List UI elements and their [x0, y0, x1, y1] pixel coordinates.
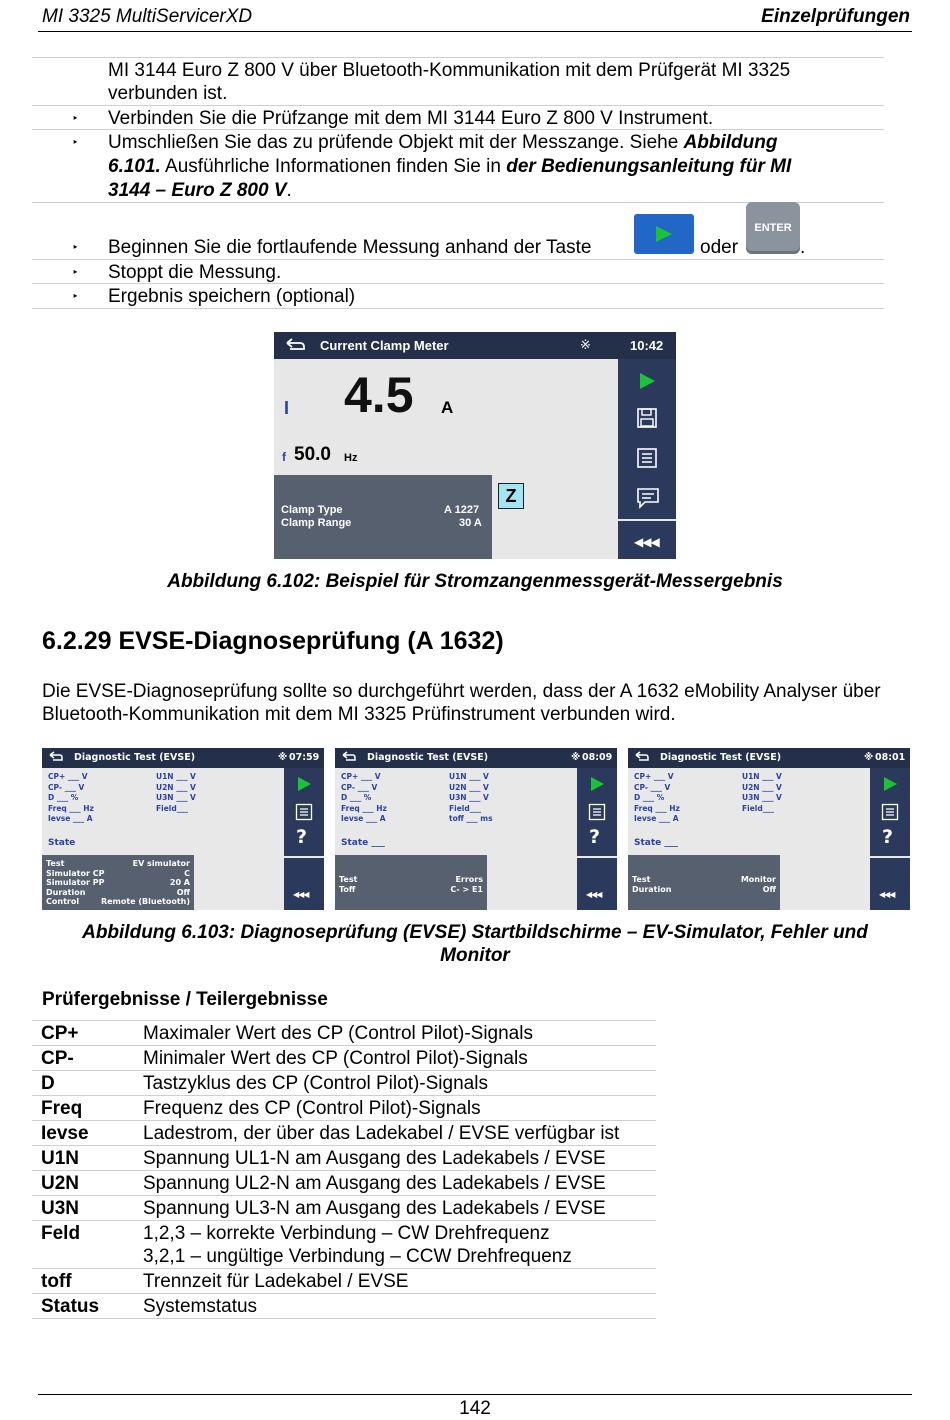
- clamp-type-value: A 1227: [444, 504, 480, 516]
- help-icon: ?: [296, 826, 308, 848]
- step-stop: Stoppt die Messung.: [108, 262, 282, 283]
- bluetooth-icon: ※: [580, 337, 591, 352]
- screen-clock: 10:42: [630, 338, 664, 353]
- screen-clock: 08:09: [582, 752, 613, 763]
- result-term: CP+: [41, 1023, 79, 1044]
- settings-panel: [335, 855, 487, 910]
- reading-right: U3N ___ V: [449, 793, 489, 802]
- clamp-type-label: Clamp Type: [281, 504, 343, 516]
- result-term: D: [41, 1073, 55, 1094]
- section-heading: 6.2.29 EVSE-Diagnoseprüfung (A 1632): [42, 627, 504, 655]
- step-enclose-line3: [108, 179, 292, 202]
- back-icon: [634, 751, 650, 763]
- result-row: [32, 1146, 656, 1171]
- result-term: U2N: [41, 1173, 80, 1194]
- oder-text: oder: [700, 237, 739, 258]
- back-arrows-icon: ◀◀◀: [634, 535, 659, 549]
- divider: [32, 57, 884, 58]
- reading-right: Field___: [156, 803, 188, 813]
- setting-value: Errors: [455, 875, 483, 884]
- reading-left: CP- ___ V: [634, 782, 671, 792]
- list-icon: [881, 803, 899, 821]
- state-readout: State ___: [341, 838, 385, 848]
- play-icon: [589, 776, 605, 792]
- clamp-range-label: Clamp Range: [281, 517, 352, 529]
- reading-right: U1N ___ V: [156, 772, 196, 781]
- header-manual-title: MI 3325 MultiServicerXD: [42, 6, 253, 27]
- reading-right: U3N ___ V: [156, 793, 196, 802]
- step-enclose-line2: [108, 155, 878, 178]
- results-table: [32, 1020, 656, 1319]
- step-connect: Verbinden Sie die Prüfzange mit dem MI 3144 Euro Z 800 V Instrument.: [108, 108, 714, 129]
- list-icon: [636, 447, 658, 469]
- sidebar-divider: [284, 856, 324, 858]
- screen-clock: 08:01: [875, 752, 906, 763]
- play-icon: [637, 371, 657, 391]
- setting-value: Remote (Bluetooth): [100, 897, 190, 906]
- setting-label: Test: [339, 875, 358, 884]
- sidebar-divider: [870, 856, 910, 858]
- current-unit: A: [441, 398, 454, 417]
- step-enclose-text: Umschließen Sie das zu prüfende Objekt mit der Messzange. Siehe: [108, 132, 684, 153]
- result-desc: [143, 1222, 656, 1268]
- setting-value: EV simulator: [132, 859, 190, 868]
- evse-screenshot: [628, 748, 910, 910]
- reading-left: Freq ___ Hz: [48, 803, 94, 813]
- reading-left: D ___ %: [634, 793, 665, 802]
- reading-right: U3N ___ V: [742, 793, 782, 802]
- result-row: [32, 1046, 656, 1071]
- figure-caption-line2: Monitor: [440, 945, 510, 966]
- result-row: [32, 1269, 656, 1294]
- reading-right: U2N ___ V: [156, 782, 196, 792]
- setting-label: Duration: [632, 884, 672, 894]
- play-icon: [296, 776, 312, 792]
- reading-right: U2N ___ V: [449, 782, 489, 792]
- setting-value: C: [184, 868, 190, 878]
- reading-left: Freq ___ Hz: [634, 803, 680, 813]
- play-icon: [634, 214, 694, 254]
- results-heading: Prüfergebnisse / Teilergebnisse: [42, 989, 328, 1010]
- result-row: [32, 1221, 656, 1269]
- result-desc: Tastzyklus des CP (Control Pilot)-Signals: [143, 1073, 488, 1094]
- setting-label: Control: [46, 897, 80, 906]
- section-paragraph: Die EVSE-Diagnoseprüfung sollte so durchgeführt werden, dass der A 1632 eMobility Analyser über Bluetooth-Kommunikation mit dem MI 3325 Prüfinstrument verbunden wird.: [42, 681, 881, 725]
- result-desc: Trennzeit für Ladekabel / EVSE: [143, 1271, 409, 1292]
- result-desc: Ladestrom, der über das Ladekabel / EVSE verfügbar ist: [143, 1123, 620, 1144]
- reading-left: CP+ ___ V: [634, 772, 674, 781]
- reading-right: U1N ___ V: [449, 772, 489, 781]
- header-chapter-title: Einzelprüfungen: [761, 6, 910, 27]
- comment-icon: [636, 487, 660, 509]
- enter-key-icon: ENTER: [746, 202, 800, 254]
- reading-right: U1N ___ V: [742, 772, 782, 781]
- page-number: 142: [459, 1398, 491, 1419]
- header-rule: [38, 31, 912, 32]
- screen-title-bar: [335, 748, 617, 768]
- period: .: [286, 180, 292, 201]
- step-start: Beginnen Sie die fortlaufende Messung anhand der Taste: [108, 237, 592, 258]
- result-term: CP-: [41, 1048, 74, 1069]
- screen-title-bar: [42, 748, 324, 768]
- result-row: [32, 1171, 656, 1196]
- help-icon: ?: [589, 826, 601, 848]
- result-row: [32, 1294, 656, 1319]
- result-desc: Spannung UL2-N am Ausgang des Ladekabels / EVSE: [143, 1173, 606, 1194]
- figure-reference: Abbildung: [683, 132, 778, 153]
- setting-label: Toff: [339, 884, 356, 894]
- reading-left: D ___ %: [341, 793, 372, 802]
- result-term: Status: [41, 1296, 100, 1317]
- result-row: [32, 1121, 656, 1146]
- bullet-icon: ‣: [72, 242, 79, 254]
- result-desc-line: 1,2,3 – korrekte Verbindung – CW Drehfrequenz: [143, 1223, 550, 1244]
- reading-right: toff ___ ms: [449, 814, 493, 823]
- divider: [32, 259, 884, 260]
- setting-value: Off: [176, 887, 190, 897]
- screen-title-bar: [274, 332, 676, 359]
- clamp-meter-screenshot: [274, 332, 676, 559]
- screen-title: Diagnostic Test (EVSE): [367, 752, 489, 763]
- setting-value: C- > E1: [450, 884, 483, 894]
- step-enclose-text: Ausführliche Informationen finden Sie in: [160, 156, 507, 177]
- bullet-icon: ‣: [72, 267, 79, 279]
- settings-panel: [42, 855, 194, 910]
- figure-reference: 6.101.: [108, 156, 161, 177]
- result-desc: Maximaler Wert des CP (Control Pilot)-Signals: [143, 1023, 533, 1044]
- reading-left: CP- ___ V: [48, 782, 85, 792]
- divider: [32, 129, 884, 130]
- result-term: U3N: [41, 1198, 80, 1219]
- reading-right: Field___: [449, 803, 481, 813]
- divider: [32, 308, 884, 309]
- reading-left: Ievse ___ A: [634, 814, 679, 823]
- help-icon: ?: [882, 826, 894, 848]
- z-badge: Z: [498, 483, 524, 509]
- sidebar-divider: [618, 519, 676, 521]
- result-term: toff: [41, 1271, 72, 1292]
- evse-screenshot: [335, 748, 617, 910]
- back-icon: [284, 337, 306, 353]
- play-icon: [882, 776, 898, 792]
- screen-title-bar: [628, 748, 910, 768]
- manual-reference: der Bedienungsanleitung für MI: [506, 156, 792, 177]
- period: .: [800, 237, 806, 258]
- save-icon: [636, 407, 658, 429]
- reading-left: CP+ ___ V: [48, 772, 88, 781]
- screen-sidebar: [618, 359, 676, 559]
- current-label: I: [284, 398, 290, 418]
- run-key-icon: [634, 214, 694, 254]
- clamp-range-value: 30 A: [459, 517, 482, 529]
- setting-value: 20 A: [169, 878, 190, 887]
- setting-label: Duration: [46, 887, 86, 897]
- list-icon: [588, 803, 606, 821]
- result-desc: Systemstatus: [143, 1296, 258, 1317]
- back-arrows-icon: ◀◀◀: [586, 890, 602, 899]
- manual-reference: 3144 – Euro Z 800 V: [108, 180, 287, 201]
- result-row: [32, 1021, 656, 1046]
- reading-left: D ___ %: [48, 793, 79, 802]
- bluetooth-icon: ※: [571, 752, 581, 763]
- result-row: [32, 1196, 656, 1221]
- reading-left: CP- ___ V: [341, 782, 378, 792]
- back-icon: [48, 751, 64, 763]
- settings-panel: [628, 855, 780, 910]
- bluetooth-icon: ※: [278, 752, 288, 763]
- state-readout: State ___: [634, 838, 678, 848]
- frequency-label: f: [282, 450, 286, 464]
- figure-caption: Abbildung 6.102: Beispiel für Stromzangenmessgerät-Messergebnis: [167, 571, 783, 592]
- result-term: U1N: [41, 1148, 80, 1169]
- result-desc: Frequenz des CP (Control Pilot)-Signals: [143, 1098, 481, 1119]
- setting-label: Simulator CP: [46, 868, 105, 878]
- screen-title: Diagnostic Test (EVSE): [660, 752, 782, 763]
- footer-rule: [38, 1394, 912, 1395]
- back-icon: [341, 751, 357, 763]
- step-save: Ergebnis speichern (optional): [108, 286, 356, 307]
- reading-right: U2N ___ V: [742, 782, 782, 792]
- result-term: Freq: [41, 1098, 83, 1119]
- reading-left: CP+ ___ V: [341, 772, 381, 781]
- current-value: 4.5: [344, 367, 414, 423]
- setting-label: Test: [46, 859, 65, 868]
- frequency-unit: Hz: [344, 452, 358, 464]
- result-desc: Minimaler Wert des CP (Control Pilot)-Signals: [143, 1048, 528, 1069]
- screen-title: Diagnostic Test (EVSE): [74, 752, 196, 763]
- reading-left: Ievse ___ A: [341, 814, 386, 823]
- setting-label: Simulator PP: [46, 878, 105, 887]
- list-icon: [295, 803, 313, 821]
- bullet-icon: ‣: [72, 113, 79, 125]
- sidebar-divider: [577, 856, 617, 858]
- result-desc: Spannung UL3-N am Ausgang des Ladekabels / EVSE: [143, 1198, 606, 1219]
- clamp-settings-panel: [274, 475, 492, 559]
- divider: [32, 105, 884, 106]
- screen-sidebar: [870, 768, 910, 910]
- bullet-icon: ‣: [72, 291, 79, 303]
- step-text: verbunden ist.: [108, 83, 228, 104]
- setting-value: Off: [762, 884, 776, 894]
- step-text: MI 3144 Euro Z 800 V über Bluetooth-Kommunikation mit dem Prüfgerät MI 3325: [108, 60, 791, 81]
- result-row: [32, 1096, 656, 1121]
- result-term: Ievse: [41, 1123, 89, 1144]
- divider: [32, 283, 884, 284]
- bluetooth-icon: ※: [864, 752, 874, 763]
- reading-right: Field___: [742, 803, 774, 813]
- screen-sidebar: [577, 768, 617, 910]
- back-arrows-icon: ◀◀◀: [293, 890, 309, 899]
- step-enclose: [108, 131, 878, 154]
- setting-value: Monitor: [740, 875, 776, 884]
- frequency-value: 50.0: [294, 444, 331, 465]
- reading-left: Freq ___ Hz: [341, 803, 387, 813]
- screen-sidebar: [284, 768, 324, 910]
- figure-caption: Abbildung 6.103: Diagnoseprüfung (EVSE) Startbildschirme – EV-Simulator, Fehler und: [82, 922, 868, 943]
- result-desc-line: 3,2,1 – ungültige Verbindung – CCW Drehfrequenz: [143, 1246, 572, 1267]
- result-row: [32, 1071, 656, 1096]
- reading-left: Ievse ___ A: [48, 814, 93, 823]
- screen-clock: 07:59: [289, 752, 320, 763]
- state-readout: State: [48, 838, 76, 848]
- evse-screenshot: [42, 748, 324, 910]
- back-arrows-icon: ◀◀◀: [879, 890, 895, 899]
- result-desc: Spannung UL1-N am Ausgang des Ladekabels / EVSE: [143, 1148, 606, 1169]
- result-term: Feld: [41, 1223, 81, 1244]
- screen-title: Current Clamp Meter: [320, 338, 449, 353]
- setting-label: Test: [632, 875, 651, 884]
- bullet-icon: ‣: [72, 137, 79, 149]
